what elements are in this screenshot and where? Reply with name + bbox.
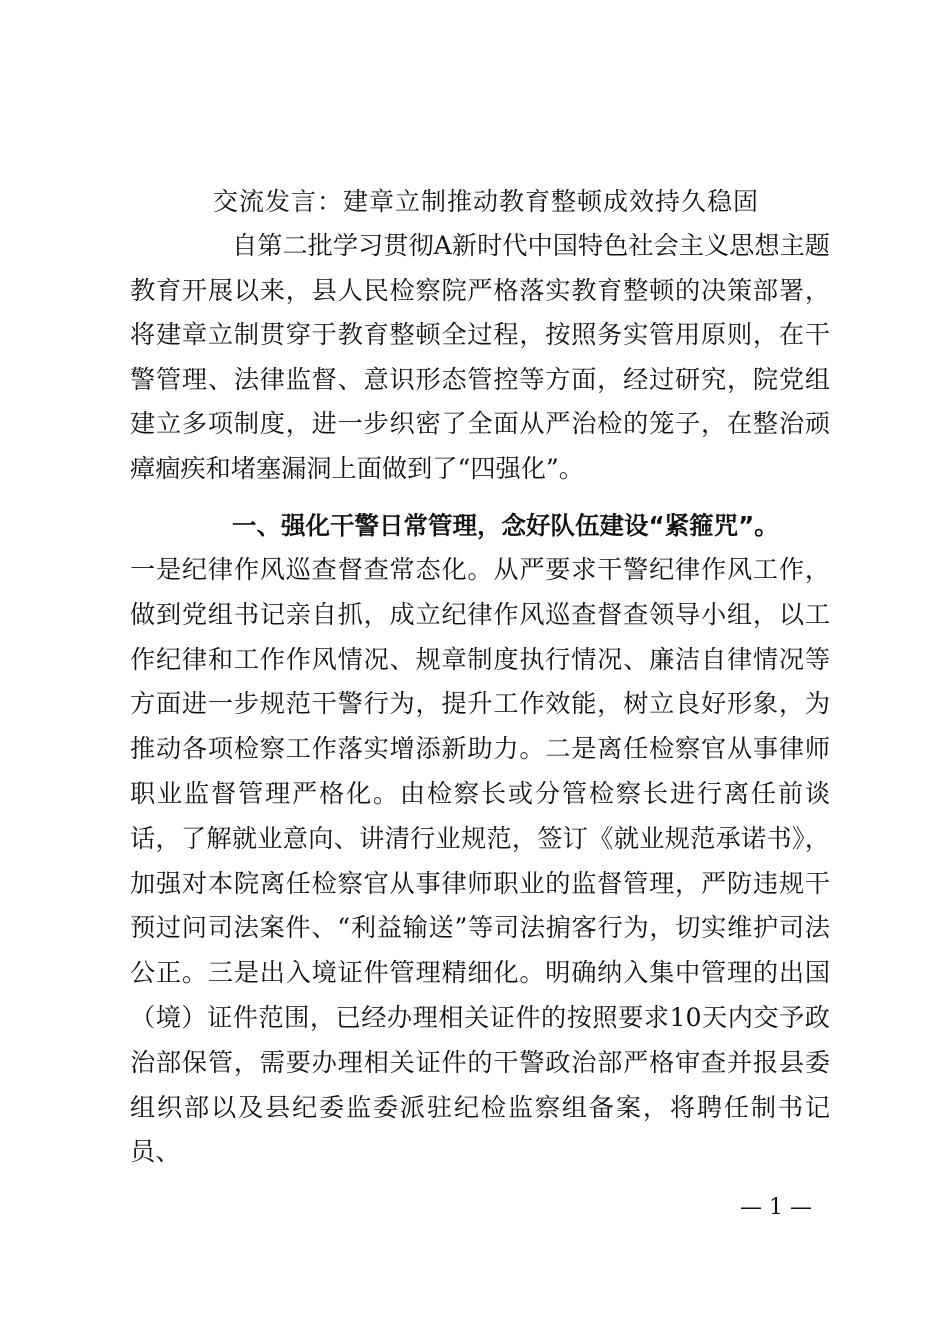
document-title: 交流发言：建章立制推动教育整顿成效持久稳固 [213,187,760,216]
page-number: — 1 — [740,1195,812,1220]
section-one-body: 一是纪律作风巡查督查常态化。从严要求干警纪律作风工作，做到党组书记亲自抓，成立纪律作风巡查督查领导小组，以工作纪律和工作作风情况、规章制度执行情况、廉洁自律情况等方面进一步规范干警行为，提升工作效能，树立良好形象，为推动各项检察工作落实增添新助力。二是离任检察官从事律师职业监督管理严格化。由检察长或分管检察长进行离任前谈话，了解就业意向、讲清行业规范，签订《就业规范承诺书》，加强对本院离任检察官从事律师职业的监督管理，严防违规干预过问司法案件、“利益输送”等司法掮客行为，切实维护司法公正。三是出入境证件管理精细化。明确纳入集中管理的出国（境）证件范围，已经办理相关证件的按照要求10天内交予政治部保管，需要办理相关证件的干警政治部严格审查并报县委组织部以及县纪委监委派驻纪检监察组备案，将聘任制书记员、 [130,555,830,1167]
section-one-heading: 一、强化干警日常管理，念好队伍建设“紧箍咒”。 [232,511,779,540]
intro-paragraph: 自第二批学习贯彻A新时代中国特色社会主义思想主题教育开展以来，县人民检察院严格落实教育整顿的决策部署，将建章立制贯穿于教育整顿全过程，按照务实管用原则，在干警管理、法律监督、意识形态管控等方面，经过研究，院党组建立多项制度，进一步织密了全面从严治检的笼子，在整治顽瘴痼疾和堵塞漏洞上面做到了“四强化”。 [130,231,830,483]
